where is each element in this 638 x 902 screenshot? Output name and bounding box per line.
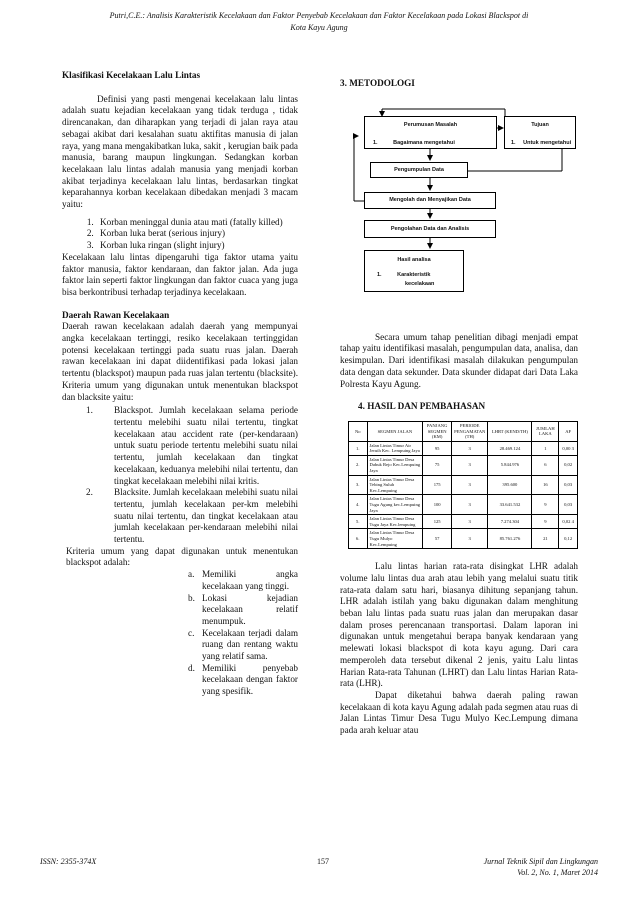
table-cell: 95 — [423, 441, 452, 455]
list-item — [62, 487, 298, 546]
header-line-2: Kota Kayu Agung — [290, 23, 348, 32]
blackspot-blacksite-list — [62, 405, 298, 545]
box-title: Tujuan — [531, 121, 549, 128]
table-cell: Jalan Lintas Timur Desa Tebing Suluh Kec.Lempuing — [367, 475, 423, 495]
table-row — [349, 475, 578, 495]
results-table — [348, 421, 578, 549]
list-letter: a. — [188, 569, 195, 580]
table-cell: 6 — [532, 455, 559, 475]
right-column — [340, 78, 578, 737]
box-number: 1. — [377, 272, 382, 279]
table-cell: 2. — [349, 455, 368, 475]
table-cell: 16 — [532, 475, 559, 495]
paragraph-definisi: Definisi yang pasti mengenai kecelakaan lalu lintas adalah suatu kejadian kecelakaan yang tidak terduga , tidak direncanakan, dan diharapkan yang terjadi di jalan raya atau sebagai akibat dari kesalahan suatu aktifitas manusia di jalan raya, yang mana mengakibatkan luka, sakit , kerugian baik pada manusia, barang maupun lingkungan. Sedangkan korban kecelakaan lalu lintas adalah manusia yang menjadi korban akibat terjadinya kecelakaan lalu lintas, berdasarkan tingkat keparahannya korban kecelakaan dibedakan menjadi 3 macam yaitu: — [62, 93, 298, 210]
list-item: 2. Korban luka berat (serious injury) — [96, 228, 298, 240]
table-cell: 125 — [423, 515, 452, 529]
table-row — [349, 495, 578, 515]
table-cell: 3 — [452, 515, 488, 529]
table-cell: 28.469.124 — [488, 441, 532, 455]
analysis-result-box — [364, 250, 464, 292]
table-cell: 75 — [423, 455, 452, 475]
table-cell: 5. — [349, 515, 368, 529]
footer-page-number: 157 — [317, 857, 329, 866]
problem-formulation-box — [364, 116, 497, 149]
list-text: Memiliki angka kecelakaan yang tinggi. — [202, 569, 298, 591]
header-line-1: Putri,C.E.: Analisis Karakteristik Kecelakaan dan Faktor Penyebab Kecelakaan dan Faktor Kecelakaan pada Lokasi Blackspot di — [109, 11, 529, 20]
data-collection-box: Pengumpulan Data — [370, 162, 468, 178]
data-analysis-box: Pengolahan Data dan Analisis — [364, 220, 496, 238]
table-cell: 4. — [349, 495, 368, 515]
table-cell: 3 — [452, 529, 488, 549]
table-row — [349, 529, 578, 549]
table-cell: Jalan Lintas Timur Desa Tugu Mulyo Kec.Lempuing — [367, 529, 423, 549]
list-letter: c. — [188, 627, 195, 638]
box-text: Bagaimana mengetahui — [393, 140, 455, 147]
list-letter: b. — [188, 592, 195, 603]
table-cell: 5.844.976 — [488, 455, 532, 475]
list-text: Lokasi kejadian kecelakaan relatif menumpuk. — [202, 592, 298, 626]
table-cell: 0,02 4 — [559, 515, 578, 529]
footer-journal-volume: Vol. 2, No. 1, Maret 2014 — [517, 868, 598, 877]
table-cell: Jalan Lintas Timur Desa Dabuk Rejo Kec.Lempuing Jaya — [367, 455, 423, 475]
running-header — [40, 10, 598, 34]
table-cell: 57 — [423, 529, 452, 549]
table-row — [349, 455, 578, 475]
list-item — [62, 628, 298, 663]
table-cell: 3 — [452, 455, 488, 475]
list-item — [62, 663, 298, 698]
table-cell: 9 — [532, 515, 559, 529]
footer-issn: ISSN: 2355-374X — [40, 857, 97, 866]
col-header: LHRT (KEND/TH) — [488, 421, 532, 441]
table-cell: 3 — [452, 495, 488, 515]
table-cell: 395.600 — [488, 475, 532, 495]
col-header: No — [349, 421, 368, 441]
box-title: Perumusan Masalah — [403, 121, 458, 128]
victim-list — [62, 217, 298, 252]
list-number: 1. — [86, 405, 93, 416]
section-heading-daerah-rawan: Daerah Rawan Kecelakaan — [62, 309, 170, 320]
list-letter: d. — [188, 662, 195, 673]
list-item: 1. Korban meninggal dunia atau mati (fatally killed) — [96, 217, 298, 229]
list-text: Memiliki penyebab kecelakaan dengan faktor yang spesifik. — [202, 662, 298, 697]
table-cell: Jalan Lintas Timur Desa Tugu Jaya Kec.lempuing — [367, 515, 423, 529]
list-item — [62, 405, 298, 487]
box-number: 1. — [373, 140, 378, 147]
table-cell: Jalan Lintas Timur Air Jeruih Kec. Lempuing Jaya — [367, 441, 423, 455]
list-text: Blackspot. Jumlah kecelakaan selama periode tertentu melebihi suatu nilai tertentu, tingkat kecelakaan atau accident rate (per-kendaraan) untuk suatu periode tertentu melebihi suatu nilai tertentu, jumlah kecelakaan dan tingkat kecelakaan, keduanya melebihi nilai tertentu, dan tingkat kecelakaan melebihi nilai kritis. — [114, 405, 298, 486]
table-cell: 100 — [423, 495, 452, 515]
paragraph-kriteria: Kriteria umum yang dapat digunakan untuk menentukan blackspot adalah: — [66, 545, 298, 568]
box-title: Hasil analisa — [397, 256, 431, 263]
section-heading-hasil: 4. HASIL DAN PEMBAHASAN — [358, 401, 486, 412]
data-processing-box: Mengolah dan Menyajikan Data — [364, 192, 496, 209]
table-cell: 9 — [532, 495, 559, 515]
table-row — [349, 515, 578, 529]
table-cell: 0,12 — [559, 529, 578, 549]
objective-box — [504, 116, 576, 149]
list-text: Kecelakaan terjadi dalam ruang dan rentang waktu yang relatif sama. — [202, 627, 298, 662]
box-text: Karakteristik — [397, 272, 431, 279]
list-item — [62, 593, 298, 628]
list-item: 3. Korban luka ringan (slight injury) — [96, 240, 298, 252]
table-cell: 0,03 — [559, 495, 578, 515]
list-number: 2. — [86, 487, 93, 498]
table-cell: 0,02 — [559, 455, 578, 475]
paragraph-tahap-penelitian: Secara umum tahap penelitian dibagi menjadi empat tahap yaitu identifikasi masalah, pengumpulan data, analisa, dan kesimpulan. Dari identifikasi masalah dilakukan pengumpulan data dengan data sekunder. Data skunder didapat dari Data Laka Polresta Kayu Agung. — [340, 331, 578, 389]
paragraph-daerah-rawan: Daerah rawan kecelakaan adalah daerah yang mempunyai angka kecelakaan tertinggi, resiko kecelakaan tertinggidan potensi kecelakaan tertinggi pada suatu ruas jalan. Daerah rawan kecelakaan ini dapat diidentifikasi pada lokasi jalan tertentu (blackspot) maupun pada ruas jalan tertentu (blacksite). Kriteria umum yang digunakan untuk menentukan blackspot dan blacksite yaitu: — [62, 321, 298, 402]
footer-journal-name: Jurnal Teknik Sipil dan Lingkungan — [483, 857, 598, 866]
table-cell: 3 — [452, 475, 488, 495]
table-header-row — [349, 421, 578, 441]
methodology-flowchart — [340, 106, 578, 316]
section-heading-klasifikasi: Klasifikasi Kecelakaan Lalu Lintas — [62, 70, 201, 80]
table-cell: 85.761.276 — [488, 529, 532, 549]
table-cell: 6. — [349, 529, 368, 549]
box-text: kecelakaan — [405, 281, 435, 288]
blackspot-criteria-list — [62, 569, 298, 698]
col-header: SEGMEN JALAN — [367, 421, 423, 441]
table-cell: 0,00 3 — [559, 441, 578, 455]
table-cell: 0,03 — [559, 475, 578, 495]
table-row — [349, 441, 578, 455]
list-text: Blacksite. Jumlah kecelakaan melebihi suatu nilai tertentu, jumlah kecelakaan per-km melebihi suatu nilai tertentu, dan tingkat kecelakaan atau jumlah kecelakaan per-kendaraan melebihi nilai tertentu. — [114, 487, 298, 545]
table-cell: 1. — [349, 441, 368, 455]
section-heading-metodologi: 3. METODOLOGI — [340, 78, 415, 88]
table-cell: 21 — [532, 529, 559, 549]
col-header: JUMLAH LAKA — [532, 421, 559, 441]
box-number: 1. — [511, 140, 516, 147]
footer-journal — [484, 856, 598, 878]
table-cell: 33.641.532 — [488, 495, 532, 515]
paragraph-daerah-paling-rawan: Dapat diketahui bahwa daerah paling rawan kecelakaan di kota kayu Agung adalah pada segmen atau ruas di Jalan Lintas Timur Desa Tugu Mulyo Kec.Lempung dimana pada arah keluar atau — [340, 689, 578, 736]
col-header: PANJANG SEGMEN (KM) — [423, 421, 452, 441]
table-cell: 7.274.304 — [488, 515, 532, 529]
paragraph-lhr: Lalu lintas harian rata-rata disingkat LHR adalah volume lalu lintas dua arah atau lebih yang melalui suatu titik rata-rata dalam satu hari, biasanya dihitung sepanjang tahun. LHR adalah istilah yang baku digunakan dalam menghitung beban lalu lintas pada suatu ruas jalan dan merupakan dasar dalam proses perencanaan transportasi. Dalam laporan ini digunakan untuk mengetahui berapa banyak kendaraan yang melewati lokasi blackspot di kota kayu agung. Dari cara memperoleh data tersebut dikenal 2 jenis, yaitu Lalu lintas Harian Rata-rata Tahunan (LHRT) dan Lalu lintas Harian Rata-rata (LHR). — [340, 561, 578, 689]
col-header: AF — [559, 421, 578, 441]
col-header: PERIODE PENGAMATAN (TH) — [452, 421, 488, 441]
table-cell: 3 — [452, 441, 488, 455]
table-cell: 3. — [349, 475, 368, 495]
box-text: Untuk mengetahui — [523, 140, 572, 147]
table-cell: 1 — [532, 441, 559, 455]
left-column — [62, 70, 298, 698]
paragraph-faktor: Kecelakaan lalu lintas dipengaruhi tiga faktor utama yaitu faktor manusia, faktor kendaraan, dan faktor jalan. Ada juga faktor lain seperti faktor lingkungan dan faktor cuaca yang juga bisa berkontribusi terhadap terjadinya kecelakaan. — [62, 251, 298, 297]
list-item — [62, 569, 298, 592]
table-cell: 175 — [423, 475, 452, 495]
table-cell: Jalan Lintas Timur Desa Tugu Agung kec.Lempuing Jaya — [367, 495, 423, 515]
